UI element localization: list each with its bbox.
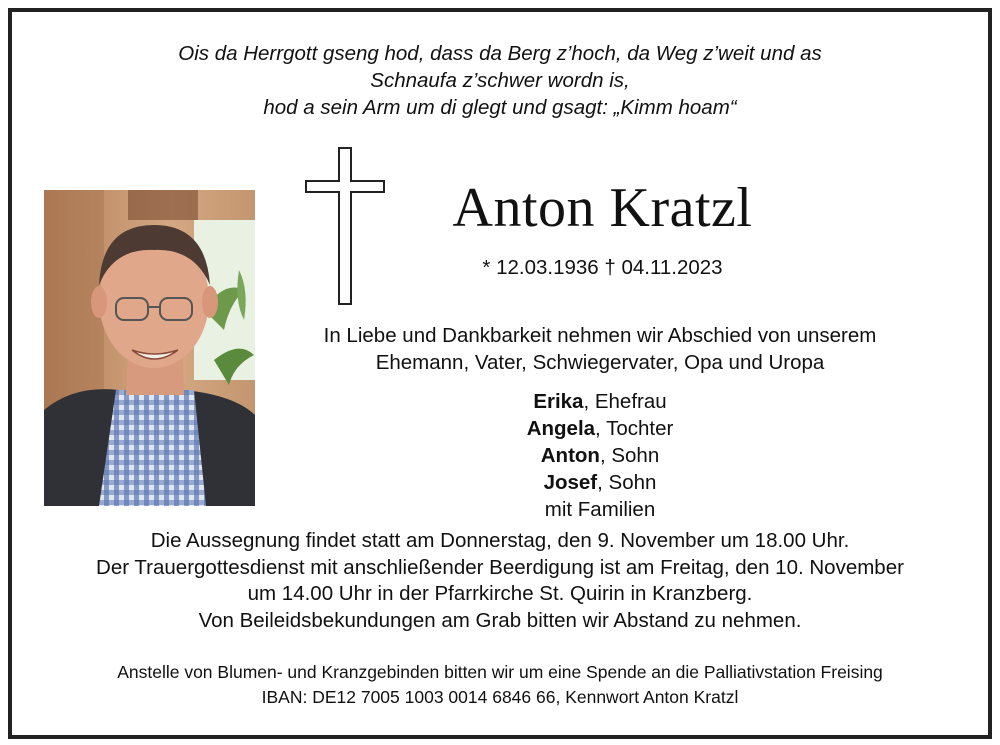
mourner-entry — [450, 388, 750, 415]
mourner-role: , Sohn — [597, 471, 657, 494]
mourner-role: , Tochter — [595, 417, 674, 440]
poem-line: hod a sein Arm um di glegt und gsagt: „Kimm hoam“ — [263, 96, 737, 119]
iban-line: IBAN: DE12 7005 1003 0014 6846 66, Kennwort Anton Kratzl — [261, 687, 739, 707]
service-line: Die Aussegnung findet statt am Donnerstag, den 9. November um 18.00 Uhr. — [150, 529, 850, 552]
service-line: Von Beileidsbekundungen am Grab bitten wir Abstand zu nehmen. — [198, 608, 802, 632]
mourners-list — [450, 388, 750, 523]
mourner-entry — [450, 415, 750, 442]
farewell-text — [260, 322, 940, 376]
service-line: Der Trauergottesdienst mit anschließender Beerdigung ist am Freitag, den 10. November — [96, 555, 904, 579]
mourner-entry — [450, 442, 750, 469]
poem-line: Ois da Herrgott gseng hod, dass da Berg z’hoch, da Weg z’weit und as — [178, 42, 822, 65]
mourner-entry — [450, 469, 750, 496]
mourners-closing: mit Familien — [544, 498, 656, 521]
donation-note — [0, 660, 1000, 710]
farewell-line: In Liebe und Dankbarkeit nehmen wir Abschied von unserem — [323, 324, 877, 347]
mourner-name: Angela — [526, 417, 596, 440]
service-details — [0, 528, 1000, 634]
donation-line: Anstelle von Blumen- und Kranzgebinden bitten wir um eine Spende an die Palliativstation Freising — [117, 662, 883, 682]
portrait-photo — [44, 190, 255, 506]
cross-icon — [305, 147, 385, 305]
mourner-name: Anton — [540, 444, 600, 467]
mourner-role: , Ehefrau — [583, 390, 667, 413]
poem-line: Schnaufa z’schwer wordn is, — [370, 69, 630, 92]
service-line: um 14.00 Uhr in der Pfarrkirche St. Quirin in Kranzberg. — [247, 582, 753, 605]
farewell-line: Ehemann, Vater, Schwiegervater, Opa und Uropa — [375, 351, 825, 374]
mourner-name: Erika — [533, 390, 584, 413]
mourner-name: Josef — [543, 471, 598, 494]
life-dates: * 12.03.1936 † 04.11.2023 — [482, 256, 723, 279]
poem — [0, 40, 1000, 121]
deceased-name: Anton Kratzl — [452, 177, 753, 239]
mourner-role: , Sohn — [599, 444, 660, 467]
